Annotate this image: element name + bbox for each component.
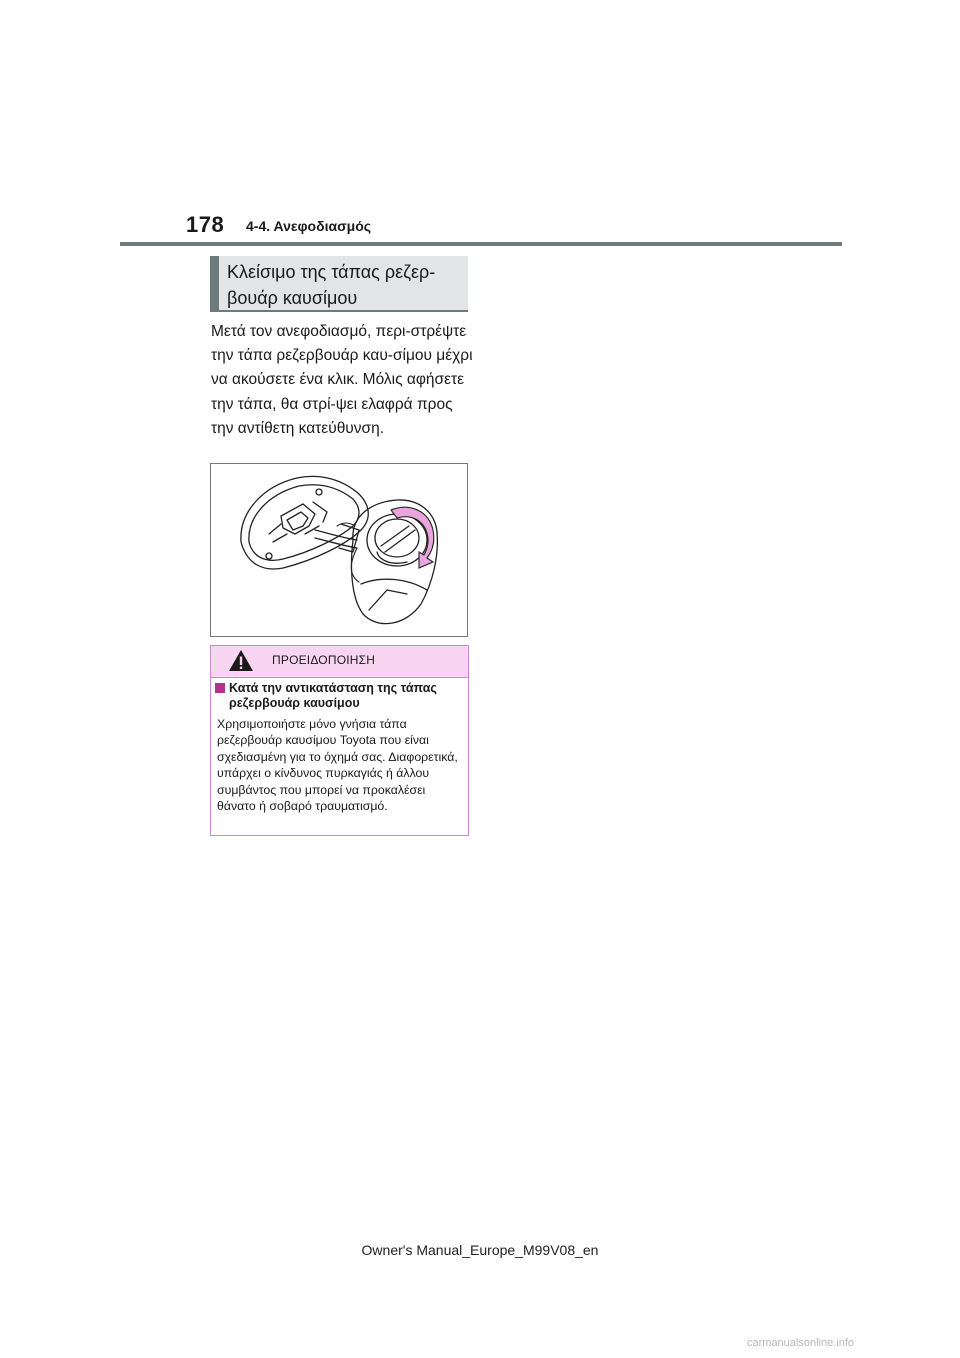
warning-body: Χρησιμοποιήστε μόνο γνήσια τάπα ρεζερβουάρ καυσίμου Toyota που είναι σχεδιασμένη για το όχημά σας. Διαφορετικά, υπάρχει ο κίνδυνος πυρκαγιάς ή άλλου συμβάντος που μπορεί να προκαλέσει θάνατο ή σοβαρό τραυματισμό. <box>217 717 458 814</box>
warning-subtitle: Κατά την αντικατάσταση της τάπας ρεζερβουάρ καυσίμου <box>229 681 437 710</box>
square-bullet-icon <box>215 683 225 693</box>
warning-title: ΠΡΟΕΙΔΟΠΟΙΗΣΗ <box>272 653 376 667</box>
page-number: 178 <box>186 212 225 237</box>
warning-triangle-icon <box>228 649 254 673</box>
subheading: Κλείσιμο της τάπας ρεζερ-βουάρ καυσίμου <box>210 256 468 312</box>
fuel-cap-illustration <box>210 463 468 637</box>
footer: Owner's Manual_Europe_M99V08_en <box>361 1242 599 1258</box>
section-title: 4-4. Ανεφοδιασμός <box>246 218 372 234</box>
warning-box <box>210 645 469 836</box>
fuel-door-cap-drawing <box>211 464 467 636</box>
body-text: Μετά τον ανεφοδιασμό, περι-στρέψτε την τάπα ρεζερβουάρ καυ-σίμου μέχρι να ακούσετε ένα κλικ. Μόλις αφήσετε την τάπα, θα στρί-ψει ελαφρά προς την αντίθετη κατεύθυνση. <box>211 323 473 437</box>
header-rule <box>120 242 842 246</box>
warning-subtitle-row <box>215 681 465 711</box>
warning-header <box>211 646 468 678</box>
watermark: carmanualsonline.info <box>747 1337 855 1349</box>
